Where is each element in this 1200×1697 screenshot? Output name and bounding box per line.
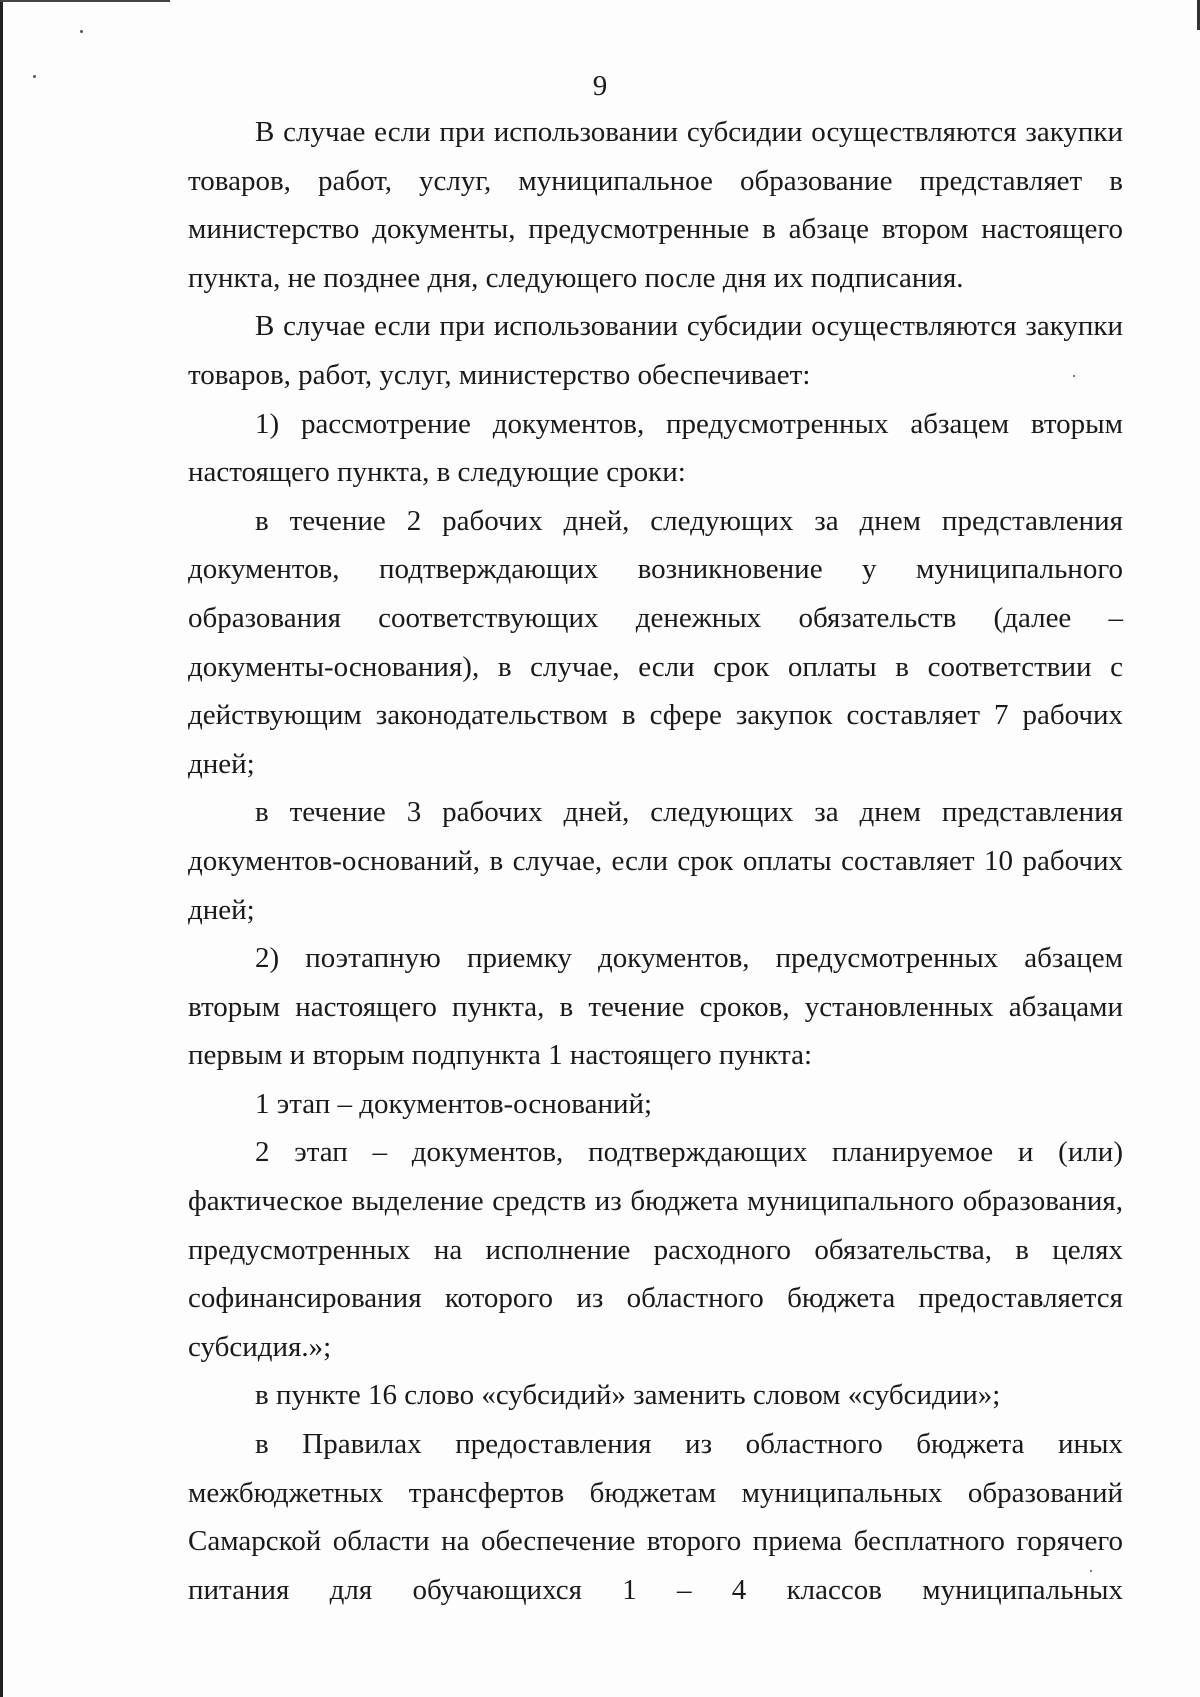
page-number: 9 [592,70,608,102]
paragraph: В случае если при использовании субсидии осуществляются закупки товаров, работ, услуг, муниципальное образование представляет в министерство документы, предусмотренные в абзаце втором настоящего пункта, не позднее дня, следующего после дня их подписания. [188,116,1123,294]
paragraph: 2 этап – документов, подтверждающих планируемое и (или) фактическое выделение средств из бюджета муниципального образования, предусмотренных на исполнение расходного обязательства, в целях софинансирования которого из областного бюджета предоставляется субсидия.»; [188,1136,1123,1363]
paragraph: в пункте 16 слово «субсидий» заменить словом «субсидии»; [255,1379,1001,1412]
paragraph: 2) поэтапную приемку документов, предусмотренных абзацем вторым настоящего пункта, в течение сроков, установленных абзацами первым и вторым подпункта 1 настоящего пункта: [188,942,1123,1072]
paragraph: в течение 3 рабочих дней, следующих за днем представления документов-оснований, в случае, если срок оплаты составляет 10 рабочих дней; [188,796,1123,926]
paragraph: в течение 2 рабочих дней, следующих за днем представления документов, подтверждающих возникновение у муниципального образования соответствующих денежных обязательств (далее – документы-основания), в случае, если срок оплаты в соответствии с действующим законодательством в сфере закупок составляет 7 рабочих дней; [188,504,1123,780]
scan-edge-top [0,0,170,2]
paragraph: в Правилах предоставления из областного бюджета иных межбюджетных трансфертов бюджетам муниципальных образований Самарской области на обеспечение второго приема бесплатного горячего питания для обучающихся 1 – 4 классов муниципальных [188,1428,1123,1606]
scan-edge-left [0,0,3,1697]
paragraph: В случае если при использовании субсидии осуществляются закупки товаров, работ, услуг, министерство обеспечивает: [188,310,1123,391]
paragraph: 1 этап – документов-оснований; [255,1087,653,1120]
paragraph: 1) рассмотрение документов, предусмотренных абзацем вторым настоящего пункта, в следующие сроки: [188,407,1123,489]
scan-speck [80,30,83,33]
document-body [188,108,1123,1614]
